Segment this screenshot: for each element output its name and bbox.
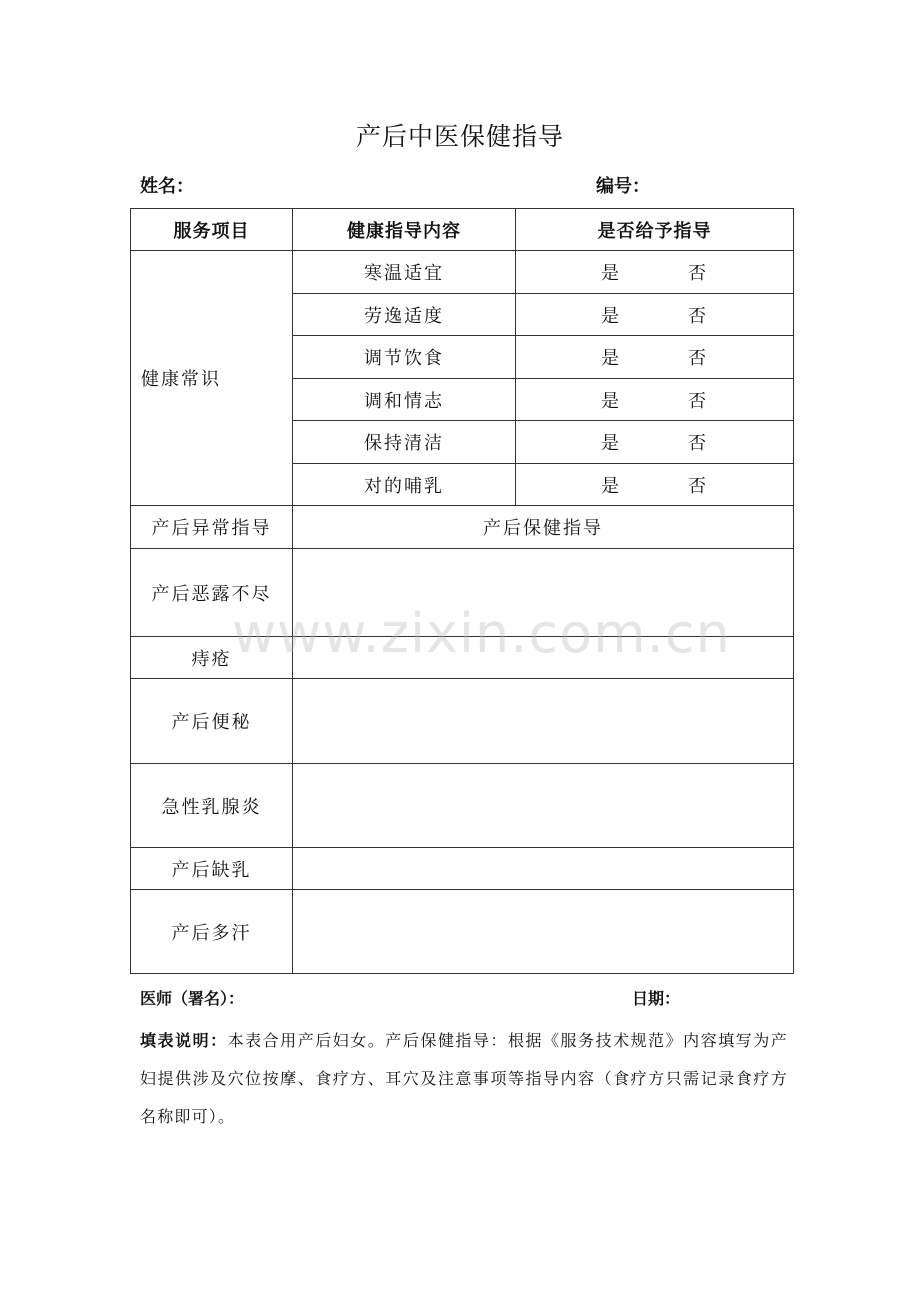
guidance-entry-field[interactable] bbox=[293, 764, 794, 848]
yes-no-cell[interactable] bbox=[516, 464, 794, 506]
table-row bbox=[131, 848, 794, 890]
no-option[interactable]: 否 bbox=[688, 263, 708, 284]
condition-label: 产后多汗 bbox=[131, 890, 293, 974]
yes-no-cell[interactable] bbox=[516, 379, 794, 421]
table-row bbox=[131, 679, 794, 764]
section-label-abnormal-guidance: 产后异常指导 bbox=[131, 506, 293, 549]
condition-label: 痔疮 bbox=[131, 637, 293, 679]
section-header-postpartum-care: 产后保健指导 bbox=[293, 506, 794, 549]
yes-option[interactable]: 是 bbox=[601, 433, 621, 454]
watermark: www.zixin.com.cn bbox=[232, 602, 731, 665]
condition-label: 产后恶露不尽 bbox=[131, 549, 293, 637]
yes-no-cell[interactable] bbox=[516, 251, 794, 294]
guidance-table bbox=[130, 208, 794, 974]
content-cell: 寒温适宜 bbox=[293, 251, 516, 294]
table-row bbox=[131, 506, 794, 549]
table-row bbox=[131, 764, 794, 848]
yes-option[interactable]: 是 bbox=[601, 263, 621, 284]
col-header-guidance-content: 健康指导内容 bbox=[293, 209, 516, 251]
yes-option[interactable]: 是 bbox=[601, 390, 621, 412]
content-cell: 对的哺乳 bbox=[293, 464, 516, 506]
guidance-entry-field[interactable] bbox=[293, 549, 794, 637]
section-label-health-knowledge: 健康常识 bbox=[131, 251, 293, 506]
guidance-entry-field[interactable] bbox=[293, 637, 794, 679]
date-label: 日期： bbox=[632, 989, 681, 1008]
guidance-entry-field[interactable] bbox=[293, 848, 794, 890]
content-cell: 调和情志 bbox=[293, 379, 516, 421]
yes-option[interactable]: 是 bbox=[601, 475, 621, 497]
condition-label: 急性乳腺炎 bbox=[131, 764, 293, 848]
content-cell: 保持清洁 bbox=[293, 421, 516, 464]
yes-no-cell[interactable] bbox=[516, 336, 794, 379]
content-cell: 调节饮食 bbox=[293, 336, 516, 379]
number-label: 编号： bbox=[596, 176, 650, 197]
no-option[interactable]: 否 bbox=[688, 390, 708, 412]
no-option[interactable]: 否 bbox=[688, 348, 708, 369]
col-header-service-item: 服务项目 bbox=[131, 209, 293, 251]
content-cell: 劳逸适度 bbox=[293, 294, 516, 336]
doctor-signature-label: 医师（署名）： bbox=[140, 989, 245, 1008]
no-option[interactable]: 否 bbox=[688, 475, 708, 497]
no-option[interactable]: 否 bbox=[688, 305, 708, 327]
page-title: 产后中医保健指导 bbox=[355, 122, 564, 151]
yes-no-cell[interactable] bbox=[516, 294, 794, 336]
yes-option[interactable]: 是 bbox=[601, 348, 621, 369]
table-row bbox=[131, 251, 794, 294]
table-row bbox=[131, 890, 794, 974]
guidance-entry-field[interactable] bbox=[293, 679, 794, 764]
no-option[interactable]: 否 bbox=[688, 433, 708, 454]
table-header-row bbox=[131, 209, 794, 251]
table-row bbox=[131, 637, 794, 679]
name-label: 姓名： bbox=[140, 176, 194, 197]
fill-instructions bbox=[140, 1022, 788, 1136]
yes-option[interactable]: 是 bbox=[601, 305, 621, 327]
table-row bbox=[131, 549, 794, 637]
condition-label: 产后便秘 bbox=[131, 679, 293, 764]
yes-no-cell[interactable] bbox=[516, 421, 794, 464]
col-header-guidance-given: 是否给予指导 bbox=[516, 209, 794, 251]
condition-label: 产后缺乳 bbox=[131, 848, 293, 890]
fill-instructions-text: 本表合用产后妇女。产后保健指导：根据《服务技术规范》内容填写为产妇提供涉及穴位按摩、食疗方、耳穴及注意事项等指导内容（食疗方只需记录食疗方名称即可）。 bbox=[140, 1031, 788, 1126]
guidance-entry-field[interactable] bbox=[293, 890, 794, 974]
fill-instructions-label: 填表说明： bbox=[140, 1031, 228, 1050]
